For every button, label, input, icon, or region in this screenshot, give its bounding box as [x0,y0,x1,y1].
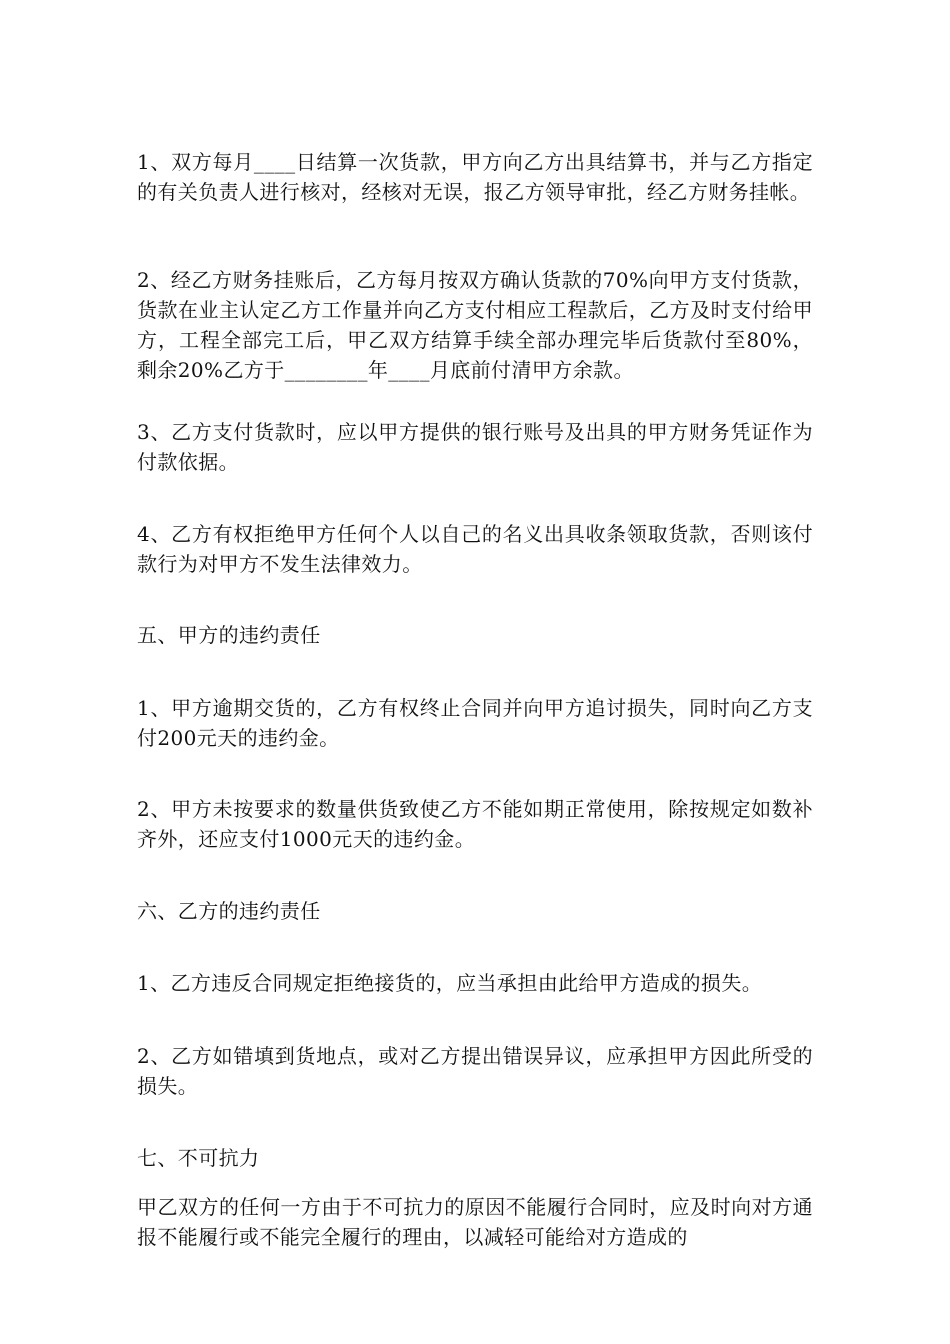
party-b-liability-clause-1: 1、乙方违反合同规定拒绝接货的，应当承担由此给甲方造成的损失。 [137,971,763,995]
section-heading-force-majeure: 七、不可抗力 [137,1146,260,1170]
payment-clause-2: 2、经乙方财务挂账后，乙方每月按双方确认货款的70%向甲方支付货款，货款在业主认定乙方工作量并向乙方支付相应工程款后，乙方及时支付给甲方，工程全部完工后，甲乙双方结算手续全部办理完毕后货款付至80%，剩余20%乙方于________年____月底前付清甲方余款。 [137,268,813,382]
party-a-liability-clause-1: 1、甲方逾期交货的，乙方有权终止合同并向甲方追讨损失，同时向乙方支付200元天的违约金。 [137,696,813,750]
section-heading-party-a-liability: 五、甲方的违约责任 [137,623,321,647]
payment-clause-3: 3、乙方支付货款时，应以甲方提供的银行账号及出具的甲方财务凭证作为付款依据。 [137,420,813,474]
party-a-liability-clause-2: 2、甲方未按要求的数量供货致使乙方不能如期正常使用，除按规定如数补齐外，还应支付1000元天的违约金。 [137,797,813,851]
payment-clause-1: 1、双方每月____日结算一次货款，甲方向乙方出具结算书，并与乙方指定的有关负责人进行核对，经核对无误，报乙方领导审批，经乙方财务挂帐。 [137,150,813,204]
section-heading-party-b-liability: 六、乙方的违约责任 [137,899,321,923]
force-majeure-clause: 甲乙双方的任何一方由于不可抗力的原因不能履行合同时，应及时向对方通报不能履行或不能完全履行的理由，以减轻可能给对方造成的 [137,1195,813,1249]
party-b-liability-clause-2: 2、乙方如错填到货地点，或对乙方提出错误异议，应承担甲方因此所受的损失。 [137,1044,813,1098]
payment-clause-4: 4、乙方有权拒绝甲方任何个人以自己的名义出具收条领取货款，否则该付款行为对甲方不发生法律效力。 [137,522,813,576]
